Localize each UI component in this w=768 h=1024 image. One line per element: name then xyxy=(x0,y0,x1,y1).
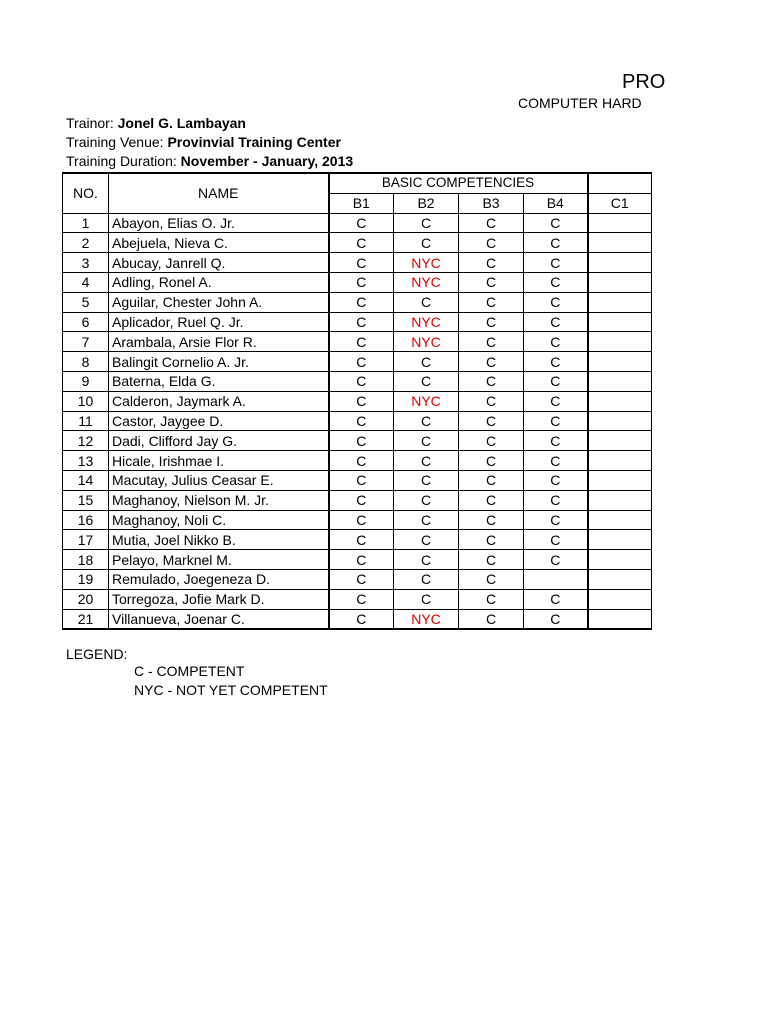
cell-b4: C xyxy=(524,253,588,273)
cell-c1 xyxy=(588,371,652,391)
cell-b1: C xyxy=(329,213,394,233)
cell-b3: C xyxy=(459,292,524,312)
trainee-name: Abayon, Elias O. Jr. xyxy=(109,213,329,233)
trainee-name: Arambala, Arsie Flor R. xyxy=(109,332,329,352)
trainee-name: Maghanoy, Noli C. xyxy=(109,510,329,530)
cell-b3: C xyxy=(459,451,524,471)
table-row xyxy=(63,312,652,332)
table-row xyxy=(63,292,652,312)
trainee-name: Baterna, Elda G. xyxy=(109,371,329,391)
cell-c1 xyxy=(588,609,652,629)
table-row xyxy=(63,272,652,292)
header-c1: C1 xyxy=(588,193,652,213)
cell-b2: C xyxy=(394,490,459,510)
cell-b1: C xyxy=(329,253,394,273)
cell-b4: C xyxy=(524,550,588,570)
cell-b2: C xyxy=(394,213,459,233)
row-number: 20 xyxy=(63,589,109,609)
table-row xyxy=(63,431,652,451)
row-number: 8 xyxy=(63,352,109,372)
table-row xyxy=(63,530,652,550)
cell-b1: C xyxy=(329,233,394,253)
cell-b3: C xyxy=(459,490,524,510)
cell-c1 xyxy=(588,470,652,490)
cell-b2: C xyxy=(394,569,459,589)
trainee-name: Aguilar, Chester John A. xyxy=(109,292,329,312)
cell-b2: C xyxy=(394,411,459,431)
trainee-name: Aplicador, Ruel Q. Jr. xyxy=(109,312,329,332)
cell-b1: C xyxy=(329,431,394,451)
cell-c1 xyxy=(588,510,652,530)
venue-value: Provinvial Training Center xyxy=(167,134,341,150)
trainee-name: Macutay, Julius Ceasar E. xyxy=(109,470,329,490)
cell-b2: C xyxy=(394,371,459,391)
header-name: NAME xyxy=(109,173,329,213)
header-b3: B3 xyxy=(459,193,524,213)
table-row xyxy=(63,411,652,431)
cell-c1 xyxy=(588,431,652,451)
cell-b4 xyxy=(524,569,588,589)
cell-b2: NYC xyxy=(394,272,459,292)
cell-b4: C xyxy=(524,451,588,471)
row-number: 18 xyxy=(63,550,109,570)
legend-title: LEGEND: xyxy=(66,646,128,662)
table-row xyxy=(63,470,652,490)
page-title: PRO xyxy=(622,71,666,93)
cell-b2: C xyxy=(394,431,459,451)
page-subtitle: COMPUTER HARD xyxy=(518,95,642,111)
cell-b1: C xyxy=(329,451,394,471)
cell-b3: C xyxy=(459,332,524,352)
cell-c1 xyxy=(588,391,652,411)
cell-b1: C xyxy=(329,530,394,550)
cell-c1 xyxy=(588,312,652,332)
cell-b3: C xyxy=(459,233,524,253)
trainee-name: Dadi, Clifford Jay G. xyxy=(109,431,329,451)
competency-table xyxy=(62,172,652,630)
cell-b3: C xyxy=(459,312,524,332)
header-core-empty xyxy=(588,173,652,193)
cell-b3: C xyxy=(459,589,524,609)
cell-c1 xyxy=(588,411,652,431)
cell-b3: C xyxy=(459,530,524,550)
cell-b3: C xyxy=(459,253,524,273)
row-number: 9 xyxy=(63,371,109,391)
header-b1: B1 xyxy=(329,193,394,213)
venue-line xyxy=(66,133,341,151)
duration-value: November - January, 2013 xyxy=(180,153,354,169)
cell-c1 xyxy=(588,352,652,372)
cell-c1 xyxy=(588,272,652,292)
cell-b2: C xyxy=(394,352,459,372)
cell-b3: C xyxy=(459,391,524,411)
cell-b1: C xyxy=(329,371,394,391)
cell-b1: C xyxy=(329,272,394,292)
cell-b3: C xyxy=(459,609,524,629)
header-b2: B2 xyxy=(394,193,459,213)
trainee-name: Abejuela, Nieva C. xyxy=(109,233,329,253)
header-basic-competencies: BASIC COMPETENCIES xyxy=(329,173,588,193)
row-number: 21 xyxy=(63,609,109,629)
cell-b1: C xyxy=(329,292,394,312)
cell-b2: C xyxy=(394,233,459,253)
cell-b4: C xyxy=(524,213,588,233)
cell-c1 xyxy=(588,213,652,233)
cell-c1 xyxy=(588,550,652,570)
cell-c1 xyxy=(588,569,652,589)
cell-b4: C xyxy=(524,352,588,372)
cell-b3: C xyxy=(459,550,524,570)
duration-line xyxy=(66,152,353,170)
cell-c1 xyxy=(588,530,652,550)
cell-b4: C xyxy=(524,609,588,629)
row-number: 10 xyxy=(63,391,109,411)
cell-b3: C xyxy=(459,411,524,431)
table-row xyxy=(63,490,652,510)
table-row xyxy=(63,510,652,530)
cell-c1 xyxy=(588,332,652,352)
row-number: 1 xyxy=(63,213,109,233)
cell-b3: C xyxy=(459,569,524,589)
row-number: 2 xyxy=(63,233,109,253)
table-row xyxy=(63,550,652,570)
row-number: 16 xyxy=(63,510,109,530)
cell-b4: C xyxy=(524,470,588,490)
cell-b1: C xyxy=(329,352,394,372)
table-row xyxy=(63,213,652,233)
trainee-name: Hicale, Irishmae I. xyxy=(109,451,329,471)
cell-b2: C xyxy=(394,589,459,609)
cell-b2: NYC xyxy=(394,253,459,273)
trainor-value: Jonel G. Lambayan xyxy=(117,115,246,131)
trainee-name: Castor, Jaygee D. xyxy=(109,411,329,431)
table-row xyxy=(63,352,652,372)
trainor-label: Trainor: xyxy=(66,115,118,131)
legend-item-nyc: NYC - NOT YET COMPETENT xyxy=(134,682,328,698)
cell-b4: C xyxy=(524,312,588,332)
cell-b2: NYC xyxy=(394,332,459,352)
row-number: 6 xyxy=(63,312,109,332)
trainee-name: Pelayo, Marknel M. xyxy=(109,550,329,570)
venue-label: Training Venue: xyxy=(66,134,168,150)
trainee-name: Maghanoy, Nielson M. Jr. xyxy=(109,490,329,510)
trainee-name: Torregoza, Jofie Mark D. xyxy=(109,589,329,609)
trainee-name: Remulado, Joegeneza D. xyxy=(109,569,329,589)
trainee-name: Abucay, Janrell Q. xyxy=(109,253,329,273)
row-number: 4 xyxy=(63,272,109,292)
trainee-name: Calderon, Jaymark A. xyxy=(109,391,329,411)
cell-c1 xyxy=(588,233,652,253)
cell-b1: C xyxy=(329,470,394,490)
cell-b4: C xyxy=(524,431,588,451)
cell-b4: C xyxy=(524,530,588,550)
cell-b1: C xyxy=(329,589,394,609)
cell-b1: C xyxy=(329,312,394,332)
trainee-name: Villanueva, Joenar C. xyxy=(109,609,329,629)
cell-b4: C xyxy=(524,272,588,292)
cell-b3: C xyxy=(459,352,524,372)
row-number: 13 xyxy=(63,451,109,471)
cell-c1 xyxy=(588,490,652,510)
table-row xyxy=(63,589,652,609)
cell-b4: C xyxy=(524,589,588,609)
table-row xyxy=(63,371,652,391)
cell-b4: C xyxy=(524,292,588,312)
table-row xyxy=(63,451,652,471)
cell-b2: NYC xyxy=(394,391,459,411)
table-row xyxy=(63,233,652,253)
cell-b3: C xyxy=(459,431,524,451)
cell-b4: C xyxy=(524,510,588,530)
trainee-name: Adling, Ronel A. xyxy=(109,272,329,292)
cell-b3: C xyxy=(459,272,524,292)
cell-b2: NYC xyxy=(394,312,459,332)
trainor-line xyxy=(66,114,246,132)
cell-b1: C xyxy=(329,510,394,530)
cell-b3: C xyxy=(459,213,524,233)
cell-b2: C xyxy=(394,470,459,490)
duration-label: Training Duration: xyxy=(66,153,181,169)
cell-b1: C xyxy=(329,569,394,589)
cell-c1 xyxy=(588,451,652,471)
table-row xyxy=(63,332,652,352)
cell-c1 xyxy=(588,589,652,609)
row-number: 7 xyxy=(63,332,109,352)
cell-b2: C xyxy=(394,451,459,471)
header-no: NO. xyxy=(63,173,109,213)
cell-b2: C xyxy=(394,510,459,530)
cell-b4: C xyxy=(524,332,588,352)
row-number: 11 xyxy=(63,411,109,431)
cell-b4: C xyxy=(524,391,588,411)
table-row xyxy=(63,253,652,273)
cell-b1: C xyxy=(329,391,394,411)
table-row xyxy=(63,609,652,629)
cell-b2: C xyxy=(394,530,459,550)
cell-b1: C xyxy=(329,411,394,431)
table-header-row xyxy=(63,173,652,193)
cell-b4: C xyxy=(524,411,588,431)
cell-b1: C xyxy=(329,550,394,570)
row-number: 19 xyxy=(63,569,109,589)
cell-b2: NYC xyxy=(394,609,459,629)
cell-b2: C xyxy=(394,550,459,570)
row-number: 12 xyxy=(63,431,109,451)
trainee-name: Balingit Cornelio A. Jr. xyxy=(109,352,329,372)
row-number: 14 xyxy=(63,470,109,490)
trainee-name: Mutia, Joel Nikko B. xyxy=(109,530,329,550)
cell-b3: C xyxy=(459,470,524,490)
cell-b3: C xyxy=(459,510,524,530)
row-number: 5 xyxy=(63,292,109,312)
table-row xyxy=(63,391,652,411)
row-number: 3 xyxy=(63,253,109,273)
cell-b4: C xyxy=(524,371,588,391)
cell-b1: C xyxy=(329,332,394,352)
header-b4: B4 xyxy=(524,193,588,213)
cell-c1 xyxy=(588,253,652,273)
table-row xyxy=(63,569,652,589)
legend-item-competent: C - COMPETENT xyxy=(134,663,245,679)
cell-b4: C xyxy=(524,490,588,510)
cell-b4: C xyxy=(524,233,588,253)
row-number: 15 xyxy=(63,490,109,510)
cell-c1 xyxy=(588,292,652,312)
cell-b1: C xyxy=(329,490,394,510)
cell-b3: C xyxy=(459,371,524,391)
cell-b2: C xyxy=(394,292,459,312)
row-number: 17 xyxy=(63,530,109,550)
cell-b1: C xyxy=(329,609,394,629)
